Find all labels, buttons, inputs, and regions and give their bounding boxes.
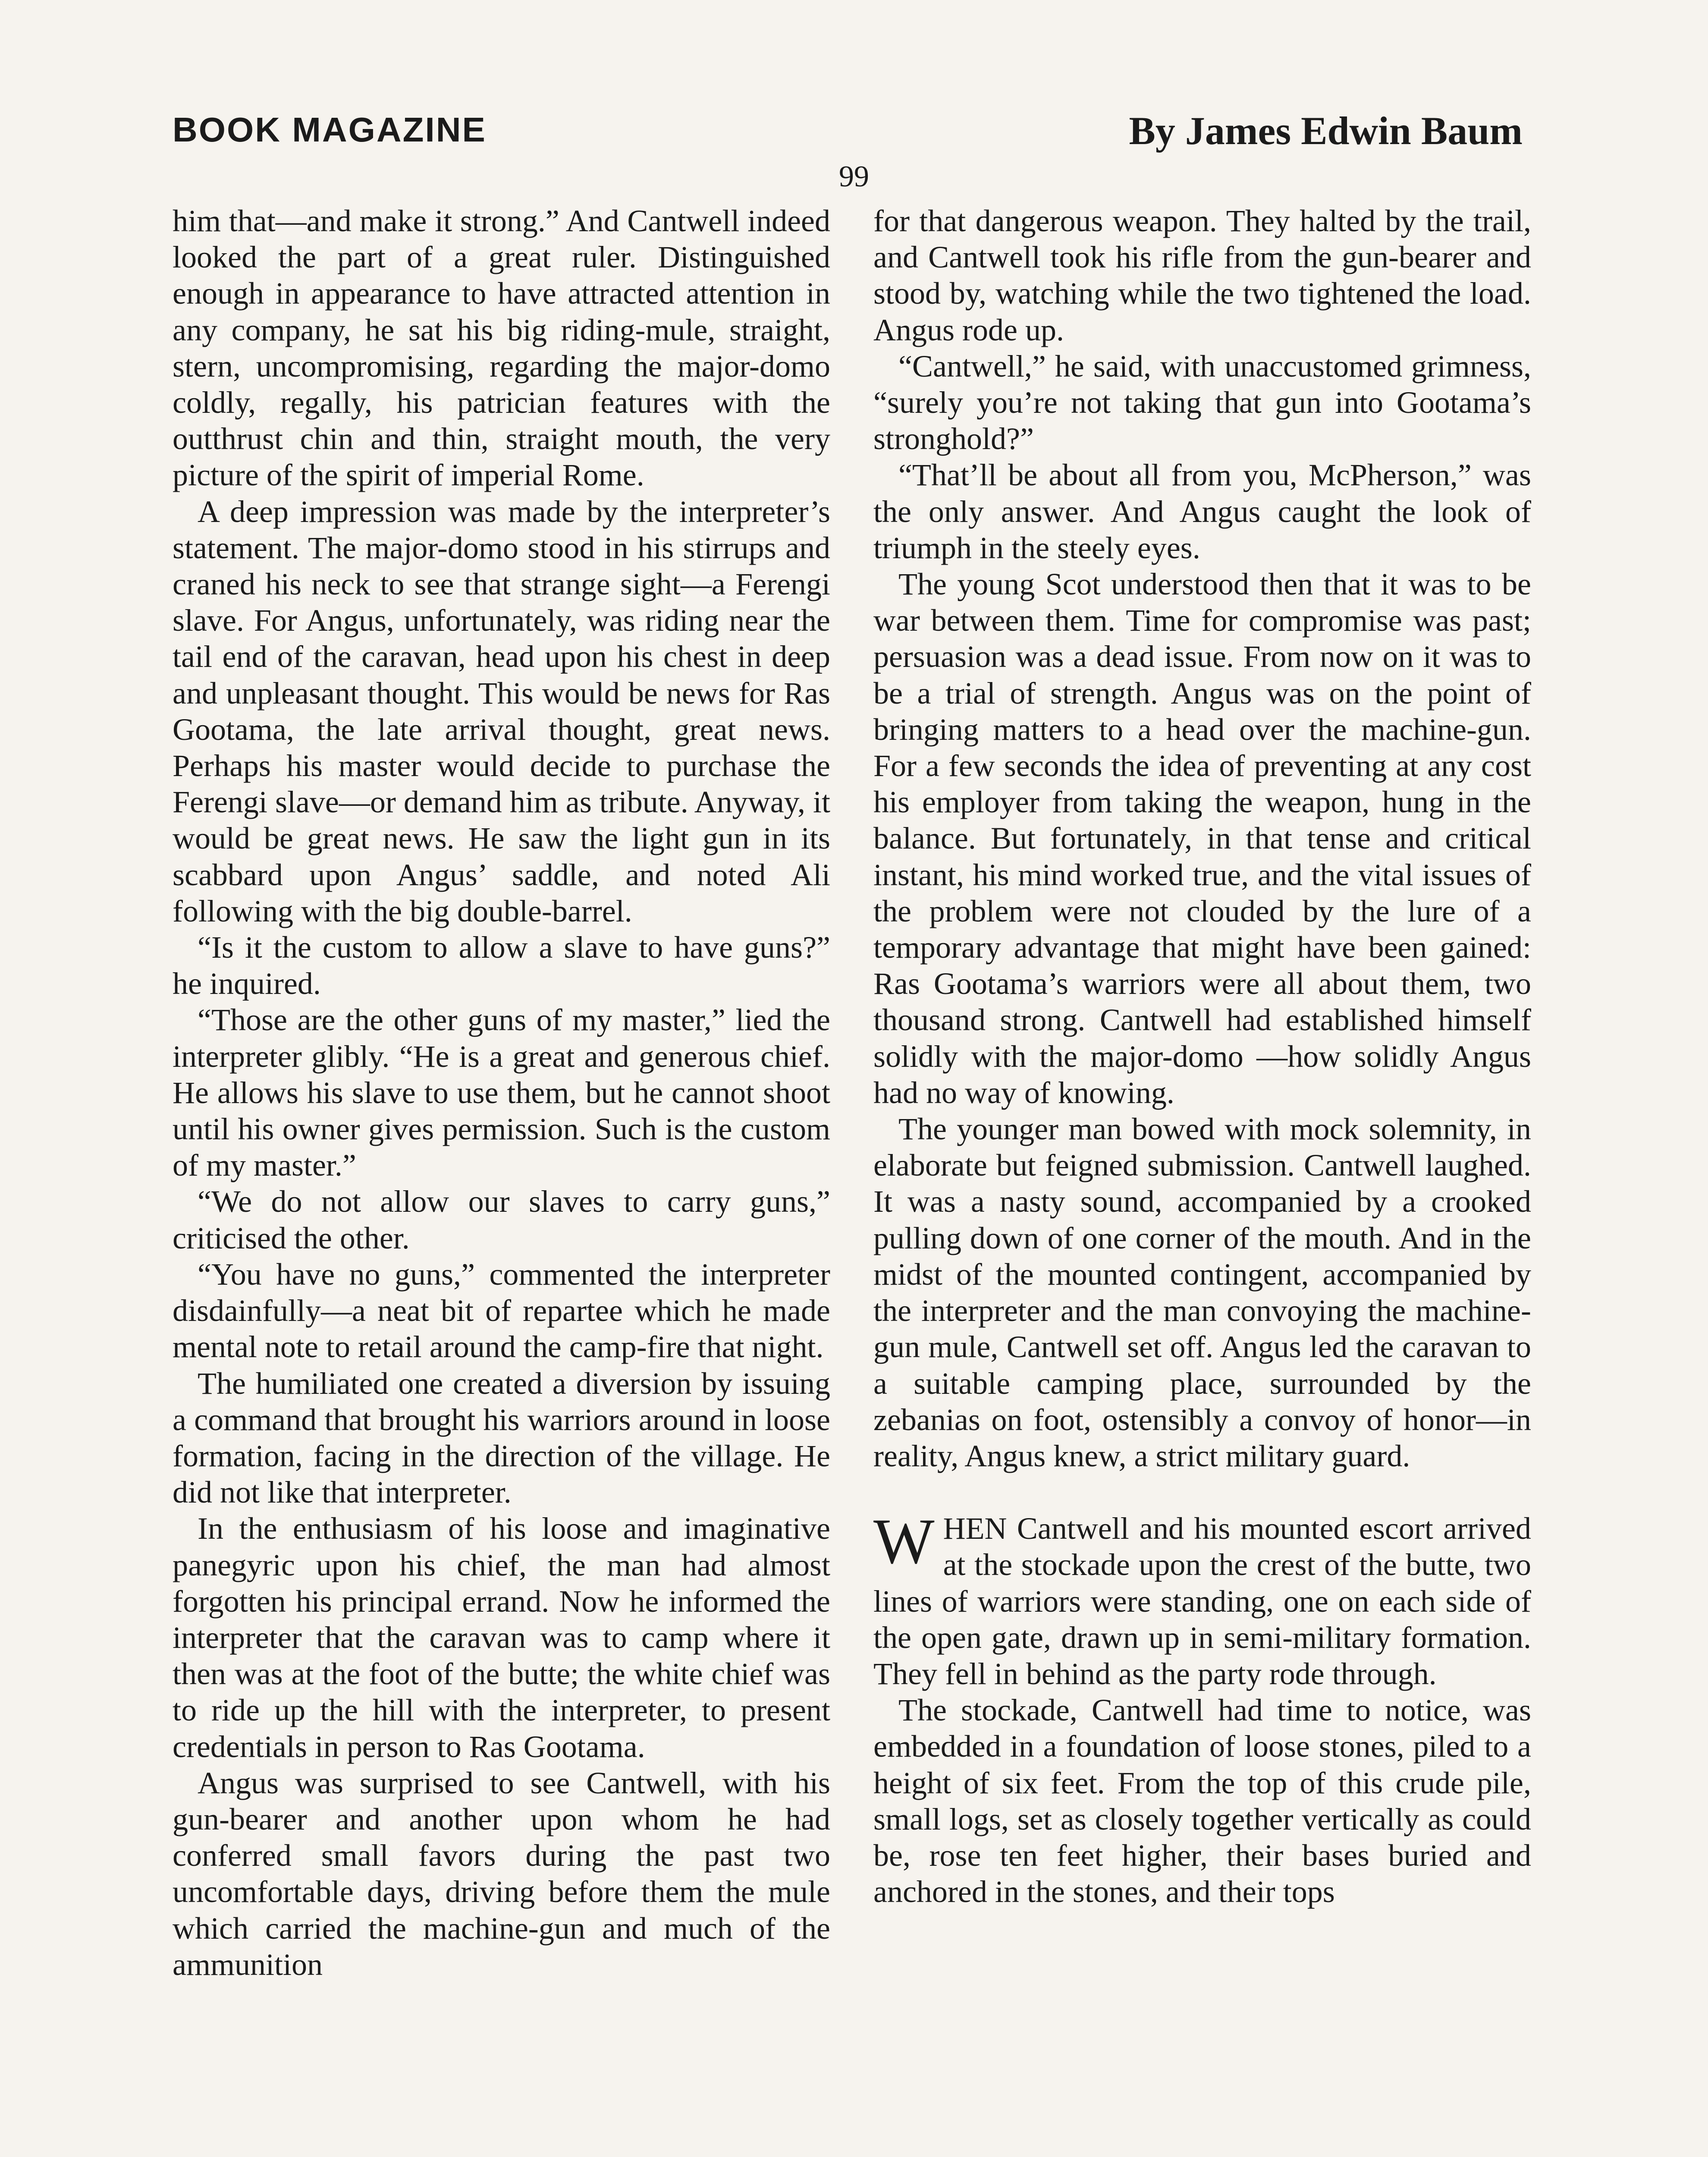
paragraph: The young Scot understood then that it was to be war between them. Time for compromise was past; persuasion was a dead issue. From now on it was to be a trial of strength. Angus was on the point of bringing matters to a head over the machine-gun. For a few seconds the idea of preventing at any cost his employer from taking the weapon, hung in the balance. But fortunately, in that tense and critical instant, his mind worked true, and the vital issues of the problem were not clouded by the lure of a temporary advantage that might have been gained: Ras Gootama’s warriors were all about them, two thousand strong. Cantwell had established himself solidly with the major-domo —how solidly Angus had no way of knowing. xyxy=(873,567,1531,1110)
paragraph: him that—and make it strong.” And Cantwell indeed looked the part of a great ruler. Distinguished enough in appearance to have attracted attention in any company, he sat his big riding-mule, straight, stern, uncompromising, regarding the major-domo coldly, regally, his patrician features with the outthrust chin and thin, straight mouth, the very picture of the spirit of imperial Rome. xyxy=(173,204,830,493)
section-opening-paragraph xyxy=(873,1506,1531,1692)
paragraph: Angus was surprised to see Cantwell, with his gun-bearer and another upon whom he had conferred small favors during the past two uncomfortable days, driving before them the mule which carried the machine-gun and much of the ammunition xyxy=(173,1765,830,1982)
paragraph: In the enthusiasm of his loose and imaginative panegyric upon his chief, the man had almost forgotten his principal errand. Now he informed the interpreter that the caravan was to camp where it then was at the foot of the butte; the white chief was to ride up the hill with the interpreter, to present credentials in person to Ras Gootama. xyxy=(173,1511,830,1764)
paragraph: “That’ll be about all from you, McPherson,” was the only answer. And Angus caught the look of triumph in the steely eyes. xyxy=(873,458,1531,565)
paragraph: “Is it the custom to allow a slave to have guns?” he inquired. xyxy=(173,930,830,1001)
paragraph: for that dangerous weapon. They halted by the trail, and Cantwell took his rifle from the gun-bearer and stood by, watching while the two tightened the load. Angus rode up. xyxy=(873,204,1531,347)
magazine-title: BOOK MAGAZINE xyxy=(173,110,487,149)
paragraph: “Those are the other guns of my master,” lied the interpreter glibly. “He is a great and generous chief. He allows his slave to use them, but he cannot shoot until his owner gives permission. Such is the custom of my master.” xyxy=(173,1003,830,1183)
paragraph: The stockade, Cantwell had time to notice, was embedded in a foundation of loose stones, piled to a height of six feet. From the top of this crude pile, small logs, set as closely together vertically as could be, rose ten feet higher, their bases buried and anchored in the stones, and their tops xyxy=(873,1693,1531,1909)
paragraph: A deep impression was made by the interpreter’s statement. The major-domo stood in his stirrups and craned his neck to see that strange sight—a Ferengi slave. For Angus, unfortunately, was riding near the tail end of the caravan, head upon his chest in deep and unpleasant thought. This would be news for Ras Gootama, the late arrival thought, great news. Perhaps his master would decide to purchase the Ferengi slave—or demand him as tribute. Anyway, it would be great news. He saw the light gun in its scabbard upon Angus’ saddle, and noted Ali following with the big double-barrel. xyxy=(173,494,831,928)
page-number: 99 xyxy=(839,160,869,193)
drop-cap: W xyxy=(873,1506,935,1578)
paragraph: “We do not allow our slaves to carry guns,” criticised the other. xyxy=(173,1184,830,1255)
section-break xyxy=(873,1474,1531,1510)
author-byline: By James Edwin Baum xyxy=(1129,109,1523,153)
paragraph: “You have no guns,” commented the interpreter disdainfully—a neat bit of repartee which he made mental note to retail around the camp-fire that night. xyxy=(173,1257,830,1365)
section-opening-text: HEN Cantwell and his mounted escort arrived at the stockade upon the crest of the butte, two lines of warriors were standing, one on each side of the open gate, drawn up in semi-military formation. They fell in behind as the party rode through. xyxy=(873,1511,1531,1691)
left-column xyxy=(173,203,830,1983)
paragraph: The younger man bowed with mock solemnity, in elaborate but feigned submission. Cantwell laughed. It was a nasty sound, accompanied by a crooked pulling down of one corner of the mouth. And in the midst of the mounted contingent, accompanied by the interpreter and the man convoying the machine-gun mule, Cantwell set off. Angus led the caravan to a suitable camping place, surrounded by the zebanias on foot, ostensibly a convoy of honor—in reality, Angus knew, a strict military guard. xyxy=(873,1112,1531,1473)
paragraph: The humiliated one created a diversion by issuing a command that brought his warriors around in loose formation, facing in the direction of the village. He did not like that interpreter. xyxy=(173,1366,830,1510)
paragraph: “Cantwell,” he said, with unaccustomed grimness, “surely you’re not taking that gun into Gootama’s stronghold?” xyxy=(873,349,1531,456)
right-column xyxy=(873,203,1531,1910)
